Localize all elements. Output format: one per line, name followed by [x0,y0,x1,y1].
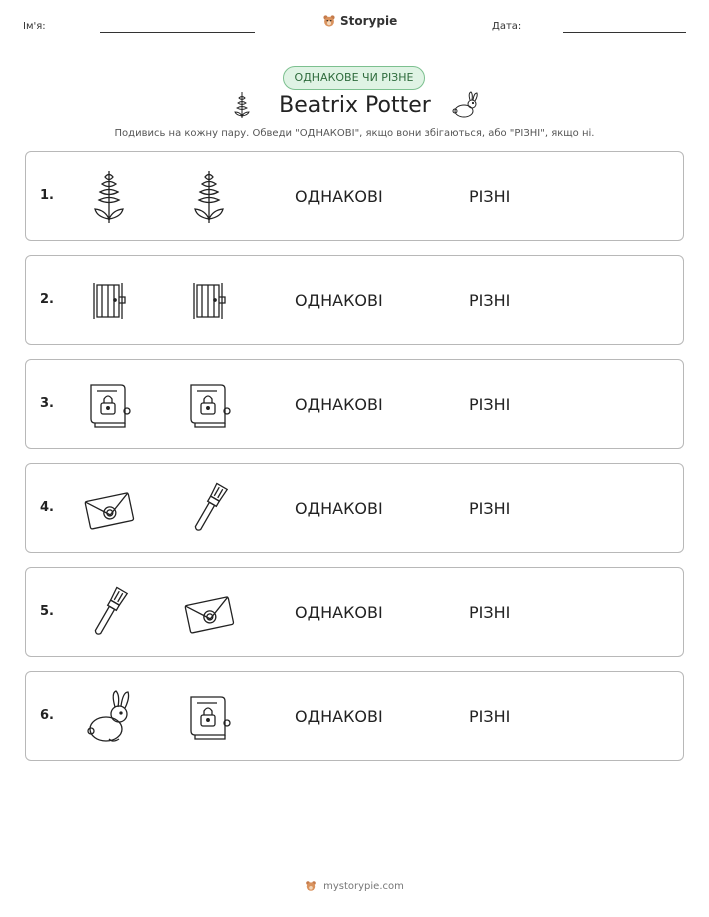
locked-diary-icon [179,375,239,435]
option-different[interactable]: РІЗНІ [469,499,511,518]
question-row [25,671,684,761]
option-same[interactable]: ОДНАКОВІ [295,395,383,414]
name-label: Ім'я: [23,21,46,32]
question-number: 1. [40,188,54,203]
date-line[interactable] [563,32,686,33]
question-number: 6. [40,708,54,723]
date-label: Дата: [492,21,522,32]
paintbrush-icon [179,479,239,539]
foxglove-icon [179,167,239,227]
question-number: 4. [40,500,54,515]
option-same[interactable]: ОДНАКОВІ [295,499,383,518]
question-number: 3. [40,396,54,411]
envelope-icon [179,583,239,643]
question-row [25,255,684,345]
question-number: 2. [40,292,54,307]
storypie-logo [322,14,397,28]
rabbit-icon [79,687,139,747]
footer [0,880,709,892]
option-same[interactable]: ОДНАКОВІ [295,603,383,622]
footer-site: mystorypie.com [323,880,404,892]
option-different[interactable]: РІЗНІ [469,707,511,726]
paintbrush-icon [79,583,139,643]
option-different[interactable]: РІЗНІ [469,603,511,622]
garden-gate-icon [79,271,139,331]
option-different[interactable]: РІЗНІ [469,291,511,310]
question-number: 5. [40,604,54,619]
option-different[interactable]: РІЗНІ [469,187,511,206]
question-row [25,151,684,241]
option-same[interactable]: ОДНАКОВІ [295,291,383,310]
name-line[interactable] [100,32,255,33]
locked-diary-icon [179,687,239,747]
question-row [25,359,684,449]
bear-logo-icon [305,880,317,892]
rabbit-icon [450,90,480,120]
option-same[interactable]: ОДНАКОВІ [295,707,383,726]
instructions: Подивись на кожну пару. Обведи "ОДНАКОВІ", якщо вони збігаються, або "РІЗНІ", якщо ні. [114,128,595,139]
question-row [25,463,684,553]
worksheet-type-badge: ОДНАКОВЕ ЧИ РІЗНЕ [283,66,425,90]
question-row [25,567,684,657]
garden-gate-icon [179,271,239,331]
option-same[interactable]: ОДНАКОВІ [295,187,383,206]
foxglove-icon [79,167,139,227]
page-title: Beatrix Potter [279,93,431,118]
option-different[interactable]: РІЗНІ [469,395,511,414]
locked-diary-icon [79,375,139,435]
envelope-icon [79,479,139,539]
logo-text: Storypie [340,14,398,28]
bear-logo-icon [322,14,336,28]
